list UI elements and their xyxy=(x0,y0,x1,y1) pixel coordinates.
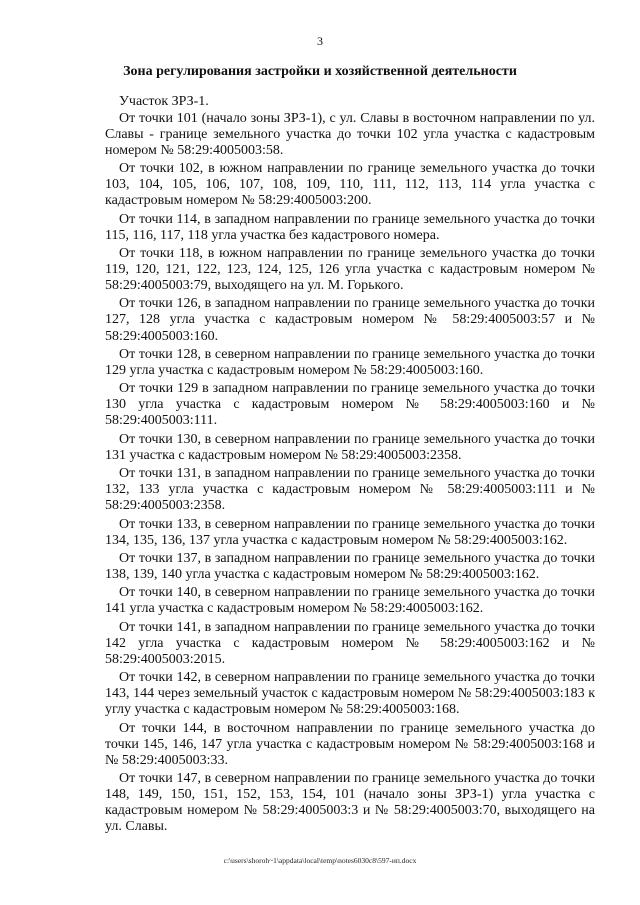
footer-file-path: c:\users\shoroh~1\appdata\local\temp\notes6030c8\597-ип.docx xyxy=(223,856,417,865)
paragraph-2: От точки 102, в южном направлении по границе земельного участка до точки 103, 104, 105, 106, 107, 108, 109, 110, 111, 112, 113, 114 угла участка с кадастровым номером № 58:29:4005003:200. xyxy=(105,161,595,209)
paragraph-16: От точки 147, в северном направлении по границе земельного участка до точки 148, 149, 150, 151, 152, 153, 154, 101 (начало зоны ЗРЗ-1) угла участка с кадастровым номером № 58:29:4005003:3 и № 58:29:4005003:70, выходящего на ул. Славы. xyxy=(105,771,595,835)
page-number: 3 xyxy=(317,34,323,48)
paragraph-4: От точки 118, в южном направлении по границе земельного участка до точки 119, 120, 121, 122, 123, 124, 125, 126 угла участка с кадастровым номером № 58:29:4005003:79, выходящего на ул. М. Горького. xyxy=(105,245,595,294)
paragraph-1: От точки 101 (начало зоны ЗРЗ-1), с ул. Славы в восточном направлении по ул. Славы - границе земельного участка до точки 102 угла участка с кадастровым номером № 58:29:4005003:58. xyxy=(105,110,595,158)
paragraph-3: От точки 114, в западном направлении по границе земельного участка до точки 115, 116, 117, 118 угла участка без кадастрового номера. xyxy=(105,211,595,243)
paragraph-11: От точки 137, в западном направлении по границе земельного участка до точки 138, 139, 140 угла участка с кадастровым номером № 58:29:4005003:162. xyxy=(105,550,595,582)
document-title: Зона регулирования застройки и хозяйственной деятельности xyxy=(123,64,517,79)
section-label: Участок ЗРЗ-1. xyxy=(119,94,209,109)
paragraph-15: От точки 144, в восточном направлении по границе земельного участка до точки 145, 146, 147 угла участка с кадастровым номером № 58:29:4005003:168 и № 58:29:4005003:33. xyxy=(105,720,595,768)
paragraph-7: От точки 129 в западном направлении по границе земельного участка до точки 130 угла участка с кадастровым номером № 58:29:4005003:160 и № 58:29:4005003:111. xyxy=(105,381,595,429)
document-body xyxy=(105,94,595,838)
paragraph-9: От точки 131, в западном направлении по границе земельного участка до точки 132, 133 угла участка с кадастровым номером № 58:29:4005003:111 и № 58:29:4005003:2358. xyxy=(105,466,595,514)
paragraph-8: От точки 130, в северном направлении по границе земельного участка до точки 131 участка с кадастровым номером № 58:29:4005003:2358. xyxy=(105,431,595,463)
paragraph-6: От точки 128, в северном направлении по границе земельного участка до точки 129 угла участка с кадастровым номером № 58:29:4005003:160. xyxy=(105,346,595,378)
paragraph-12: От точки 140, в северном направлении по границе земельного участка до точки 141 угла участка с кадастровым номером № 58:29:4005003:162. xyxy=(105,585,595,617)
paragraph-5: От точки 126, в западном направлении по границе земельного участка до точки 127, 128 угла участка с кадастровым номером № 58:29:4005003:57 и № 58:29:4005003:160. xyxy=(105,296,595,344)
paragraph-13: От точки 141, в западном направлении по границе земельного участка до точки 142 угла участка с кадастровым номером № 58:29:4005003:162 и № 58:29:4005003:2015. xyxy=(105,619,595,667)
paragraph-14: От точки 142, в северном направлении по границе земельного участка до точки 143, 144 через земельный участок с кадастровым номером № 58:29:4005003:183 к углу участка с кадастровым номером № 58:29:4005003:168. xyxy=(105,670,595,718)
paragraph-10: От точки 133, в северном направлении по границе земельного участка до точки 134, 135, 136, 137 угла участка с кадастровым номером № 58:29:4005003:162. xyxy=(105,516,595,548)
